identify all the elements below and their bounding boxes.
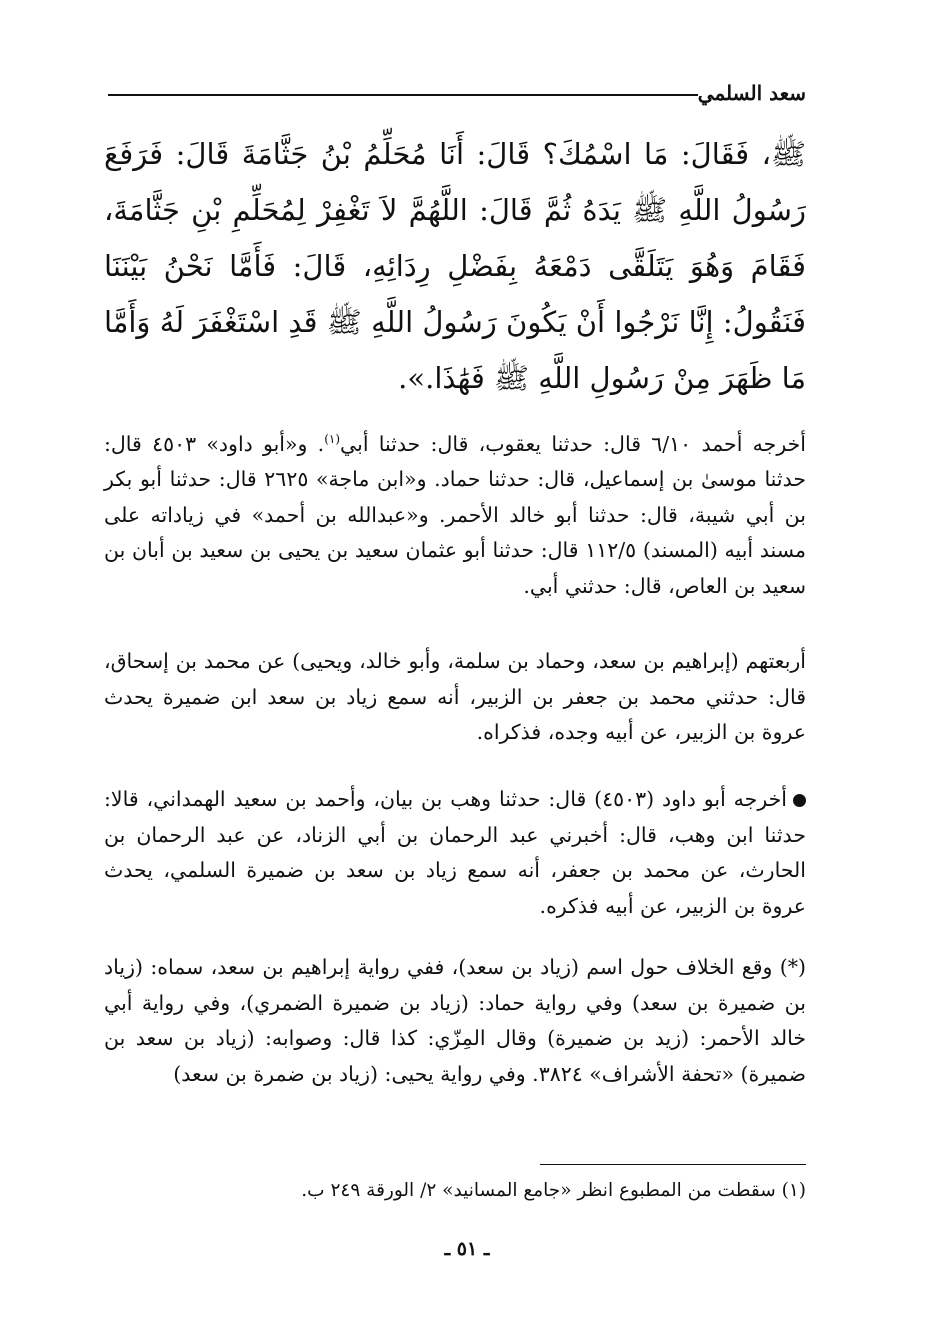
bullet-dot-icon [793,794,806,807]
hadith-text: ﷺ، فَقَالَ: مَا اسْمُكَ؟ قَالَ: أَنَا مُحَلِّمُ بْنُ جَثَّامَةَ قَالَ: فَرَفَعَ رَسُولُ اللَّهِ ﷺ يَدَهُ ثُمَّ قَالَ: اللَّهُمَّ لاَ تَغْفِرْ لِمُحَلِّمِ بْنِ جَثَّامَةَ، فَقَامَ وَهُوَ يَتَلَقَّى دَمْعَهُ بِفَضْلِ رِدَائِهِ، قَالَ: فَأَمَّا نَحْنُ بَيْنَنَا فَنَقُولُ: إِنَّا نَرْجُوا أَنْ يَكُونَ رَسُولُ اللَّهِ ﷺ قَدِ اسْتَغْفَرَ لَهُ وَأَمَّا مَا ظَهَرَ مِنْ رَسُولِ اللَّهِ ﷺ فَهَٰذَا.». [104,137,806,395]
paragraph-four-narrators: أربعتهم (إبراهيم بن سعد، وحماد بن سلمة، وأبو خالد، ويحيى) عن محمد بن إسحاق، قال: حدثني محمد بن جعفر بن الزبير، أنه سمع زياد بن سعد ابن ضميرة يحدث عروة بن الزبير، عن أبيه وجده، فذكراه. [104,649,806,744]
takhrij-paragraph-ahmad [104,422,806,604]
footnote-reference: (١) [324,432,341,446]
takhrij-paragraph-abu-dawud [104,782,806,924]
header-rule [108,94,698,96]
header-title: سعد السلمي [697,81,806,105]
page-number: ـ ٥١ ـ [444,1238,490,1260]
running-header [108,78,806,108]
name-dispute-note: (*) وقع الخلاف حول اسم (زياد بن سعد)، ففي رواية إبراهيم بن سعد، سماه: (زياد بن ضميرة بن سعد) وفي رواية حماد: (زياد بن ضميرة الضمري)، وفي رواية أبي خالد الأحمر: (زيد بن ضميرة) وقال المِزّي: كذا قال: وصوابه: (زياد بن سعد بن ضميرة) «تحفة الأشراف» ٣٨٢٤. وفي رواية يحيى: (زياد بن ضمرة بن سعد) [104,955,807,1086]
paragraph-text: . و«أبو داود» ٤٥٠٣ قال: حدثنا موسىٰ بن إسماعيل، قال: حدثنا حماد. و«ابن ماجة» ٢٦٢٥ قال: حدثنا أبو بكر بن أبي شيبة، قال: حدثنا أبو خالد الأحمر. و«عبدالله بن أحمد» في زياداته على مسند أبيه (المسند) ١١٢/٥ قال: حدثنا أبو عثمان سعيد بن يحيى بن سعيد بن أبان بن سعيد بن العاص، قال: حدثني أبي. [104,431,807,598]
paragraph-text: أخرجه أحمد ٦/١٠ قال: حدثنا يعقوب، قال: حدثنا أبي [340,431,806,456]
footnote: (١) سقطت من المطبوع انظر «جامع المسانيد» ٢/ الورقة ٢٤٩ ب. [301,1180,806,1201]
footnote-rule [540,1164,806,1165]
paragraph-text: أخرجه أبو داود (٤٥٠٣) قال: حدثنا وهب بن بيان، وأحمد بن سعيد الهمداني، قالا: حدثنا ابن وهب، قال: أخبرني عبد الرحمان بن أبي الزناد، عن عبد الرحمان بن الحارث، عن محمد بن جعفر، أنه سمع زياد بن سعد بن ضميرة السلمي، يحدث عروة بن الزبير، عن أبيه فذكره. [104,787,806,918]
